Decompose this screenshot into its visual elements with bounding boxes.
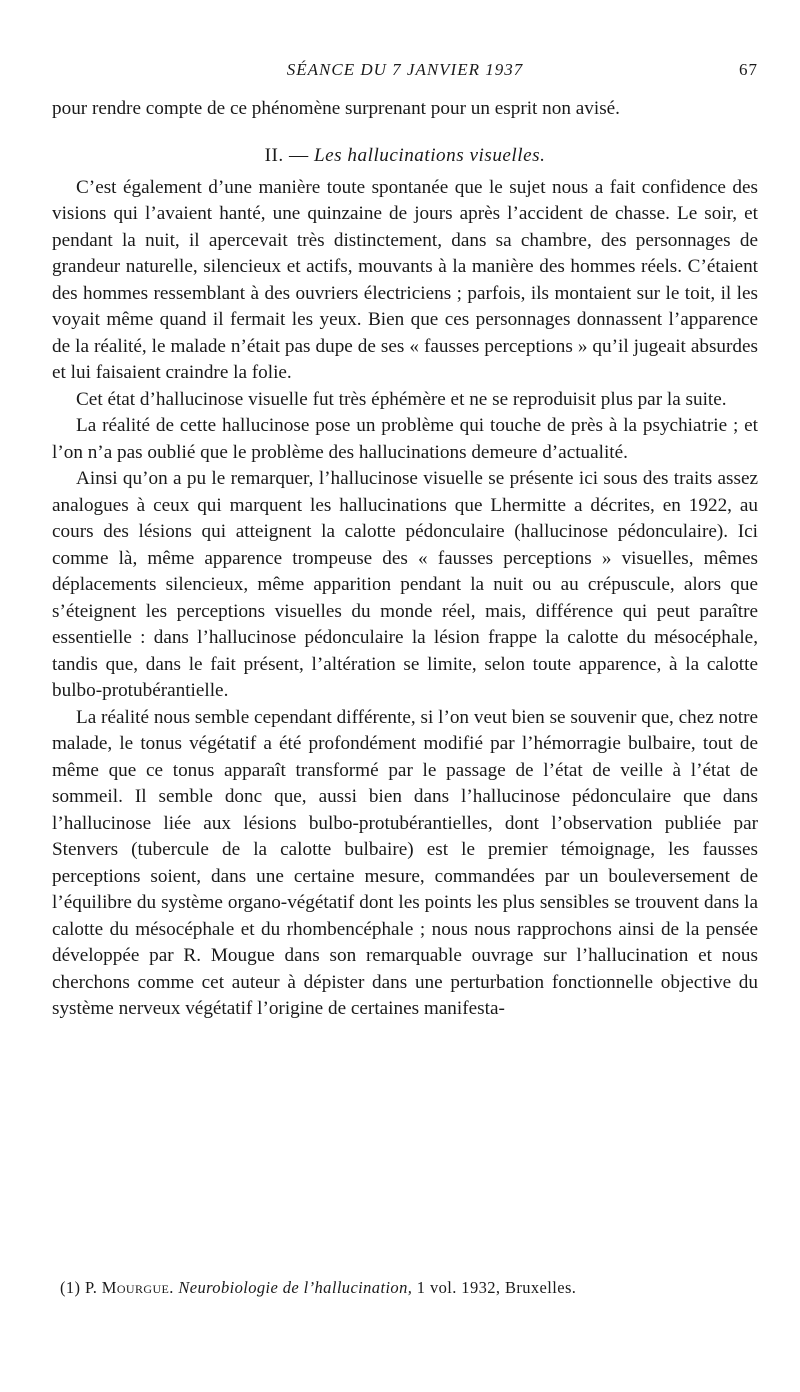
footnote-book-title: Neurobiologie de l’hallucination, xyxy=(178,1278,413,1297)
paragraph: C’est également d’une manière toute spontanée que le sujet nous a fait confidence des visions qui l’avaient hanté, une quinzaine de jours après l’accident de chasse. Le soir, et pendant la nuit, il apercevait très distinctement, dans sa chambre, des personnages de grandeur naturelle, silencieux et actifs, mouvants à la manière des hommes réels. C’étaient des hommes ressemblant à des ouvriers électriciens ; parfois, ils montaient sur le toit, il les voyait même quand il fermait les yeux. Bien que ces personnages donnassent l’apparence de la réalité, le malade n’était pas dupe de ses « fausses perceptions » qu’il jugeait absurdes et lui faisaient craindre la folie. xyxy=(52,176,758,383)
running-header xyxy=(52,56,758,86)
footnote-author: P. Mourgue. xyxy=(84,1278,174,1297)
paragraph: La réalité de cette hallucinose pose un problème qui touche de près à la psychiatrie ; et l’on n’a pas oublié que le problème des hallucinations demeure d’actualité. xyxy=(52,415,758,463)
page-number: 67 xyxy=(739,60,758,79)
paragraph: Ainsi qu’on a pu le remarquer, l’hallucinose visuelle se présente ici sous des traits assez analogues à ceux qui marquent les hallucinations que Lhermitte a décrites, en 1922, au cours des lésions qui atteignent la calotte pédonculaire (hallucinose pédonculaire). Ici comme là, même apparence trompeuse des « fausses perceptions » visuelles, mêmes déplacements silencieux, même apparition pendant la nuit ou au crépuscule, alors que s’éteignent les perceptions visuelles du monde réel, mais, différence qui peut paraître essentielle : dans l’hallucinose pédonculaire la lésion frappe la calotte du mésocéphale, tandis que, dans le fait présent, l’altération se limite, selon toute apparence, à la calotte bulbo-protubérantielle. xyxy=(52,468,758,701)
footnote xyxy=(60,1278,576,1298)
running-title: SÉANCE DU 7 JANVIER 1937 xyxy=(286,60,524,79)
footnote-marker: (1) xyxy=(60,1278,81,1297)
section-title: Les hallucinations visuelles. xyxy=(313,144,546,166)
paragraph-continued: pour rendre compte de ce phénomène surprenant pour un esprit non avisé. xyxy=(52,98,620,119)
paragraph: Cet état d’hallucinose visuelle fut très éphémère et ne se reproduisit plus par la suite. xyxy=(76,388,727,410)
paragraph: La réalité nous semble cependant différente, si l’on veut bien se souvenir que, chez notre malade, le tonus végétatif a été profondément modifié par l’hémorragie bulbaire, tout de même que ce tonus apparaît transformé par le passage de l’état de veille à l’état de sommeil. Il semble donc que, aussi bien dans l’hallucinose pédonculaire que dans l’hallucinose liée aux lésions bulbo-protubérantielles, dont l’observation publiée par Stenvers (tubercule de la calotte bulbaire) est le premier témoignage, les fausses perceptions soient, dans une certaine mesure, commandées par un bouleversement de l’équilibre du système organo-végétatif dont les points les plus sensibles se trouvent dans la calotte du mésocéphale et du rhombencéphale ; nous nous rapprochons ainsi de la pensée développée par R. Mougue dans son remarquable ouvrage sur l’hallucination et nous cherchons comme cet auteur à dépister dans une perturbation fonctionnelle objective du système nerveux végétatif l’origine de certaines manifesta- xyxy=(52,706,758,1019)
page xyxy=(52,56,758,1023)
section-number: II. — xyxy=(264,144,309,166)
section-heading xyxy=(52,143,758,169)
footnote-details: 1 vol. 1932, Bruxelles. xyxy=(416,1278,577,1297)
